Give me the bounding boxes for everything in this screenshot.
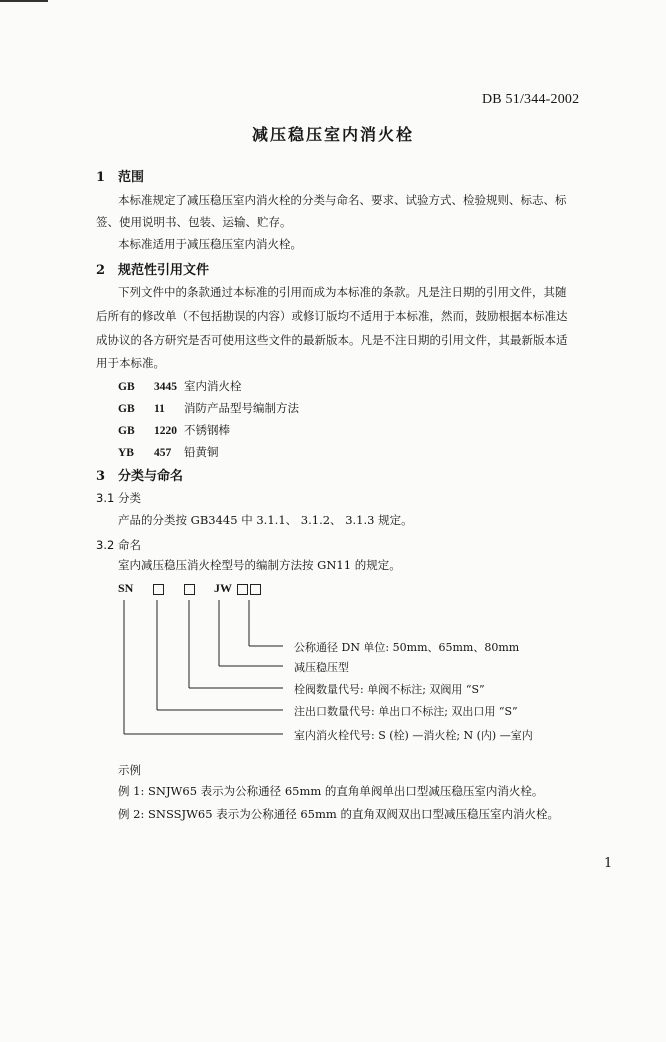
reference-title: 消防产品型号编制方法	[184, 401, 299, 415]
section-2-line: 用于本标准。	[96, 356, 165, 370]
section-number: 3	[96, 469, 106, 484]
model-code-jw: JW	[214, 581, 232, 595]
reference-code: YB	[118, 447, 134, 459]
section-1-para1-line1: 本标准规定了减压稳压室内消火栓的分类与命名、要求、试验方式、检验规则、标志、标	[118, 193, 567, 207]
document-number: DB 51/344-2002	[482, 92, 580, 107]
page-number: 1	[604, 856, 613, 871]
section-2-line: 后所有的修改单（不包括勘误的内容）或修订版均不适用于本标准，然而，鼓励根据本标准达	[96, 309, 568, 323]
legend-valve-count: 栓阀数量代号: 单阀不标注; 双阀用 “S”	[294, 683, 485, 696]
reference-title: 室内消火栓	[184, 379, 242, 393]
subsection-3-2-heading: 3.2 命名	[96, 538, 141, 552]
section-number: 1	[96, 170, 106, 185]
subsection-3-1-heading: 3.1 分类	[96, 491, 141, 505]
examples-heading: 示例	[118, 763, 141, 777]
reference-number: 1220	[154, 425, 177, 437]
section-title: 分类与命名	[118, 469, 184, 484]
section-title: 规范性引用文件	[118, 263, 210, 278]
reference-title: 铅黄铜	[184, 445, 219, 459]
subsection-3-1-text: 产品的分类按 GB3445 中 3.1.1、 3.1.2、 3.1.3 规定。	[118, 513, 413, 527]
reference-code: GB	[118, 403, 135, 415]
page-title: 减压稳压室内消火栓	[251, 125, 414, 144]
reference-number: 457	[154, 447, 172, 459]
legend-dn: 公称通径 DN 单位: 50mm、65mm、80mm	[294, 641, 520, 654]
section-1-para2: 本标准适用于减压稳压室内消火栓。	[118, 237, 302, 251]
legend-type: 减压稳压型	[294, 661, 349, 674]
reference-number: 3445	[154, 381, 177, 393]
section-1-para1-line2: 签、使用说明书、包装、运输、贮存。	[96, 215, 292, 229]
legend-hydrant-code: 室内消火栓代号: S (栓) —消火栓; N (内) —室内	[294, 729, 533, 742]
example-1: 例 1: SNJW65 表示为公称通径 65mm 的直角单阀单出口型减压稳压室内消火栓。	[118, 784, 544, 798]
reference-code: GB	[118, 381, 135, 393]
model-prefix-sn: SN	[118, 581, 134, 595]
reference-number: 11	[154, 403, 165, 415]
subsection-3-2-text: 室内减压稳压消火栓型号的编制方法按 GN11 的规定。	[118, 558, 401, 572]
legend-outlet-count: 注出口数量代号: 单出口不标注; 双出口用 “S”	[294, 705, 518, 718]
reference-code: GB	[118, 425, 135, 437]
section-2-line: 下列文件中的条款通过本标准的引用而成为本标准的条款。凡是注日期的引用文件，其随	[118, 285, 567, 299]
example-2: 例 2: SNSSJW65 表示为公称通径 65mm 的直角双阀双出口型减压稳压室内消火栓。	[118, 807, 559, 821]
section-title: 范围	[118, 170, 145, 185]
section-number: 2	[96, 263, 106, 278]
section-2-line: 成协议的各方研究是否可使用这些文件的最新版本。凡是不注日期的引用文件，其最新版本适	[96, 333, 568, 347]
reference-title: 不锈钢棒	[184, 423, 230, 437]
